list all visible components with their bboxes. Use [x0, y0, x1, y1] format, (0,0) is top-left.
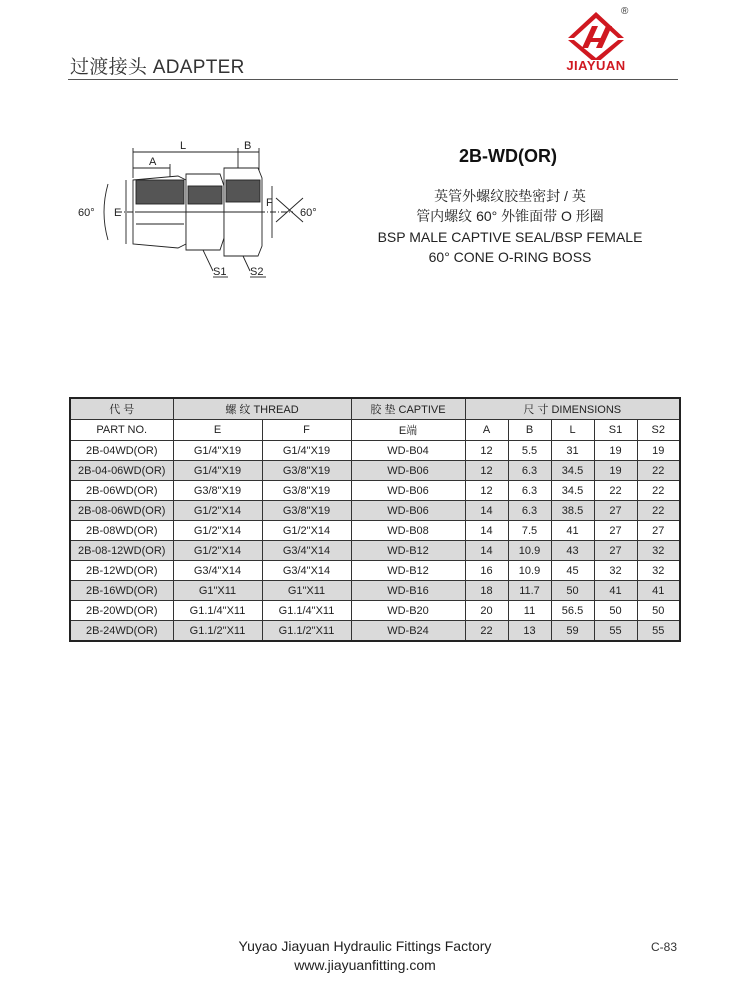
table-cell: G3/8"X19	[262, 461, 351, 481]
table-cell: WD-B08	[351, 521, 465, 541]
table-cell: 2B-16WD(OR)	[70, 581, 173, 601]
table-cell: 6.3	[508, 461, 551, 481]
column-header: S1	[594, 420, 637, 441]
table-cell: 41	[551, 521, 594, 541]
table-row	[70, 521, 680, 541]
brand-name: JIAYUAN	[566, 58, 626, 73]
description-cn-line-1: 英管外螺纹胶垫密封 / 英	[434, 188, 586, 204]
table-cell: 12	[465, 461, 508, 481]
table-cell: 22	[637, 461, 680, 481]
table-cell: WD-B06	[351, 461, 465, 481]
table-cell: 18	[465, 581, 508, 601]
table-cell: 41	[637, 581, 680, 601]
description-en-line-1: BSP MALE CAPTIVE SEAL/BSP FEMALE	[377, 229, 643, 245]
dim-label-L: L	[180, 140, 187, 152]
table-row	[70, 501, 680, 521]
table-cell: 20	[465, 601, 508, 621]
description-cn-line-2: 管内螺纹 60° 外锥面带 O 形圈	[416, 208, 604, 224]
table-cell: 2B-08-12WD(OR)	[70, 541, 173, 561]
header-dimensions: 尺 寸 DIMENSIONS	[465, 398, 680, 420]
table-row	[70, 581, 680, 601]
table-cell: 41	[594, 581, 637, 601]
table-cell: 10.9	[508, 561, 551, 581]
table-cell: 11	[508, 601, 551, 621]
table-cell: 38.5	[551, 501, 594, 521]
table-cell: G1/2"X14	[262, 521, 351, 541]
table-cell: G1/2"X14	[173, 541, 262, 561]
table-cell: 16	[465, 561, 508, 581]
table-cell: G3/4"X14	[262, 541, 351, 561]
table-cell: G3/4"X14	[173, 561, 262, 581]
table-cell: G3/4"X14	[262, 561, 351, 581]
table-cell: 22	[594, 481, 637, 501]
table-cell: 22	[637, 501, 680, 521]
table-cell: 34.5	[551, 481, 594, 501]
table-cell: WD-B06	[351, 501, 465, 521]
table-cell: 22	[637, 481, 680, 501]
model-number: 2B-WD(OR)	[459, 146, 557, 166]
table-column-header-row	[70, 420, 680, 441]
table-cell: G1.1/4"X11	[262, 601, 351, 621]
angle-label-right: 60°	[300, 207, 317, 219]
table-cell: G1/2"X14	[173, 521, 262, 541]
table-cell: WD-B06	[351, 481, 465, 501]
table-cell: 12	[465, 481, 508, 501]
table-cell: WD-B12	[351, 541, 465, 561]
brand-logo	[558, 8, 634, 74]
table-cell: 50	[551, 581, 594, 601]
column-header: F	[262, 420, 351, 441]
table-cell: 13	[508, 621, 551, 642]
table-cell: 27	[594, 521, 637, 541]
table-cell: 2B-04WD(OR)	[70, 441, 173, 461]
table-cell: G1/4"X19	[262, 441, 351, 461]
header-code: 代 号	[70, 398, 173, 420]
table-cell: 7.5	[508, 521, 551, 541]
table-cell: 19	[594, 441, 637, 461]
column-header: L	[551, 420, 594, 441]
page-title: 过渡接头 ADAPTER	[70, 57, 245, 78]
table-cell: 22	[465, 621, 508, 642]
table-cell: G1.1/4"X11	[173, 601, 262, 621]
table-cell: 2B-04-06WD(OR)	[70, 461, 173, 481]
table-group-header-row	[70, 398, 680, 420]
table-row	[70, 601, 680, 621]
table-cell: 2B-08-06WD(OR)	[70, 501, 173, 521]
header-captive: 胶 垫 CAPTIVE	[351, 398, 465, 420]
column-header: B	[508, 420, 551, 441]
table-cell: 32	[637, 541, 680, 561]
table-cell: 56.5	[551, 601, 594, 621]
table-cell: 2B-12WD(OR)	[70, 561, 173, 581]
table-cell: 11.7	[508, 581, 551, 601]
column-header: PART NO.	[70, 420, 173, 441]
table-cell: 50	[594, 601, 637, 621]
table-cell: 59	[551, 621, 594, 642]
table-cell: 2B-20WD(OR)	[70, 601, 173, 621]
table-cell: WD-B20	[351, 601, 465, 621]
table-cell: 32	[637, 561, 680, 581]
table-cell: 32	[594, 561, 637, 581]
table-cell: G1/2"X14	[173, 501, 262, 521]
table-row	[70, 621, 680, 642]
table-cell: 6.3	[508, 501, 551, 521]
table-cell: 45	[551, 561, 594, 581]
dim-label-S1: S1	[213, 266, 227, 278]
table-cell: 55	[637, 621, 680, 642]
description-en-line-2: 60° CONE O-RING BOSS	[428, 249, 592, 265]
table-cell: 2B-24WD(OR)	[70, 621, 173, 642]
dim-label-B: B	[244, 140, 252, 152]
table-cell: WD-B12	[351, 561, 465, 581]
table-cell: G1"X11	[173, 581, 262, 601]
table-cell: 50	[637, 601, 680, 621]
fitting-technical-drawing	[78, 138, 328, 288]
table-cell: G1"X11	[262, 581, 351, 601]
angle-label-left: 60°	[78, 207, 95, 219]
table-row	[70, 541, 680, 561]
table-row	[70, 441, 680, 461]
column-header: A	[465, 420, 508, 441]
table-cell: 14	[465, 521, 508, 541]
footer-company-name: Yuyao Jiayuan Hydraulic Fittings Factory	[238, 938, 492, 954]
table-cell: 19	[594, 461, 637, 481]
table-cell: 2B-06WD(OR)	[70, 481, 173, 501]
specification-table	[69, 397, 681, 642]
table-cell: G3/8"X19	[262, 481, 351, 501]
table-row	[70, 481, 680, 501]
table-cell: WD-B24	[351, 621, 465, 642]
table-cell: G3/8"X19	[262, 501, 351, 521]
table-cell: 14	[465, 501, 508, 521]
dim-label-A: A	[149, 156, 157, 168]
table-cell: G1.1/2"X11	[262, 621, 351, 642]
table-cell: 31	[551, 441, 594, 461]
table-cell: 5.5	[508, 441, 551, 461]
table-cell: G3/8"X19	[173, 481, 262, 501]
table-row	[70, 561, 680, 581]
table-cell: 12	[465, 441, 508, 461]
table-cell: 10.9	[508, 541, 551, 561]
registered-mark: ®	[621, 6, 629, 17]
table-cell: 19	[637, 441, 680, 461]
column-header: E	[173, 420, 262, 441]
dim-label-S2: S2	[250, 266, 264, 278]
page-number: C-83	[651, 940, 678, 954]
table-cell: G1/4"X19	[173, 441, 262, 461]
column-header: E端	[351, 420, 465, 441]
table-cell: 27	[594, 501, 637, 521]
header-thread: 螺 纹 THREAD	[173, 398, 351, 420]
table-cell: 14	[465, 541, 508, 561]
table-cell: WD-B04	[351, 441, 465, 461]
table-cell: 27	[594, 541, 637, 561]
table-cell: G1/4"X19	[173, 461, 262, 481]
column-header: S2	[637, 420, 680, 441]
table-cell: 55	[594, 621, 637, 642]
table-row	[70, 461, 680, 481]
table-cell: WD-B16	[351, 581, 465, 601]
table-cell: 27	[637, 521, 680, 541]
dim-label-F: F	[266, 197, 273, 209]
footer-website: www.jiayuanfitting.com	[294, 957, 436, 973]
header-divider	[68, 79, 678, 80]
table-cell: 6.3	[508, 481, 551, 501]
table-cell: G1.1/2"X11	[173, 621, 262, 642]
dim-label-E: E	[114, 207, 122, 219]
table-cell: 43	[551, 541, 594, 561]
table-cell: 2B-08WD(OR)	[70, 521, 173, 541]
table-cell: 34.5	[551, 461, 594, 481]
